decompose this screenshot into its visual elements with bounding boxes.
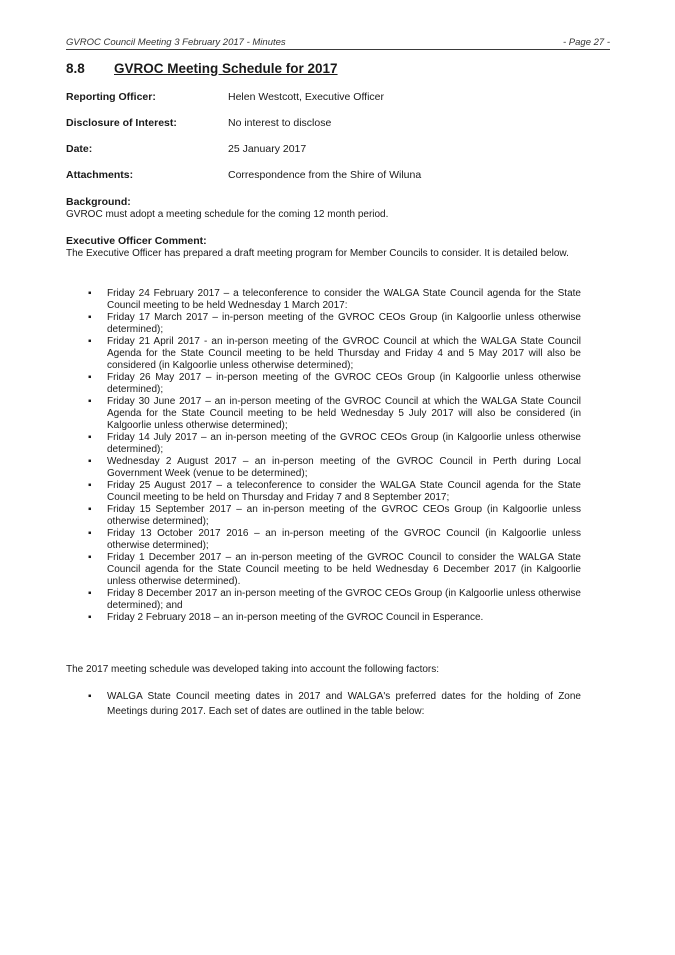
list-item	[88, 432, 581, 456]
background-text: GVROC must adopt a meeting schedule for the coming 12 month period.	[66, 209, 389, 220]
comment-heading: Executive Officer Comment:	[66, 235, 207, 247]
bullet-icon: ▪	[88, 552, 92, 563]
list-item	[88, 480, 581, 504]
bullet-icon: ▪	[88, 372, 92, 383]
list-item-text: Friday 13 October 2017 2016 – an in-person meeting of the GVROC Council (in Kalgoorlie unless otherwise determined);	[107, 528, 581, 551]
comment-text: The Executive Officer has prepared a draft meeting program for Member Councils to consider. It is detailed below.	[66, 248, 569, 259]
list-item-text: Friday 26 May 2017 – in-person meeting of the GVROC CEOs Group (in Kalgoorlie unless otherwise determined);	[107, 372, 581, 395]
reporting-officer-value: Helen Westcott, Executive Officer	[228, 91, 385, 103]
running-header	[66, 37, 610, 50]
list-item	[88, 312, 581, 336]
list-item	[88, 372, 581, 396]
reporting-officer-label: Reporting Officer:	[66, 91, 156, 103]
header-title: GVROC Council Meeting 3 February 2017 - Minutes	[66, 37, 286, 48]
list-item-text: Friday 2 February 2018 – an in-person meeting of the GVROC Council in Esperance.	[107, 612, 484, 623]
list-item-text: Friday 30 June 2017 – an in-person meeting of the GVROC Council at which the WALGA State Council Agenda for the State Council meeting to be held Wednesday 5 July 2017 will also be considered (in Kalgoorlie unless otherwise determined);	[107, 396, 581, 431]
list-item-text: Wednesday 2 August 2017 – an in-person meeting of the GVROC Council in Perth during Local Government Week (venue to be determined);	[107, 456, 581, 479]
bullet-icon: ▪	[88, 312, 92, 323]
list-item	[88, 288, 581, 312]
list-item	[88, 504, 581, 528]
list-item	[88, 588, 581, 612]
bullet-icon: ▪	[88, 396, 92, 407]
list-item	[88, 552, 581, 588]
list-item-text: Friday 8 December 2017 an in-person meeting of the GVROC CEOs Group (in Kalgoorlie unless otherwise determined); and	[107, 588, 581, 611]
list-item	[88, 689, 581, 719]
section-heading	[66, 61, 338, 77]
bullet-icon: ▪	[88, 432, 92, 443]
attachments-label: Attachments:	[66, 169, 134, 181]
list-item-text: Friday 14 July 2017 – an in-person meeting of the GVROC CEOs Group (in Kalgoorlie unless otherwise determined);	[107, 432, 581, 455]
bullet-icon: ▪	[88, 504, 92, 515]
list-item-text: Friday 25 August 2017 – a teleconference to consider the WALGA State Council agenda for the State Council meeting to be held on Thursday and Friday 7 and 8 September 2017;	[107, 480, 581, 503]
list-item	[88, 396, 581, 432]
list-item-text: Friday 24 February 2017 – a teleconference to consider the WALGA State Council agenda for the State Council meeting to be held Wednesday 1 March 2017:	[107, 288, 581, 311]
page-number: - Page 27 -	[563, 37, 610, 48]
bullet-icon: ▪	[88, 528, 92, 539]
list-item-text: Friday 1 December 2017 – an in-person meeting of the GVROC Council to consider the WALGA State Council agenda for the State Council meeting to be held Wednesday 6 December 2017 (in Kalgoorlie unless otherwise determined).	[107, 552, 581, 587]
background-heading: Background:	[66, 196, 131, 208]
list-item	[88, 528, 581, 552]
bullet-icon: ▪	[88, 691, 92, 702]
list-item-text: Friday 21 April 2017 - an in-person meeting of the GVROC Council at which the WALGA State Council Agenda for the State Council meeting to be held Thursday and Friday 4 and 5 May 2017 will also be considered (in Kalgoorlie unless otherwise determined);	[107, 336, 581, 371]
disclosure-value: No interest to disclose	[228, 117, 332, 129]
list-item	[88, 456, 581, 480]
list-item	[88, 612, 581, 624]
list-item-text: Friday 15 September 2017 – an in-person meeting of the GVROC CEOs Group (in Kalgoorlie unless otherwise determined);	[107, 504, 581, 527]
list-item	[88, 336, 581, 372]
bullet-icon: ▪	[88, 456, 92, 467]
bullet-icon: ▪	[88, 480, 92, 491]
bullet-icon: ▪	[88, 588, 92, 599]
factors-intro: The 2017 meeting schedule was developed taking into account the following factors:	[66, 664, 440, 675]
date-label: Date:	[66, 143, 93, 155]
section-title: GVROC Meeting Schedule for 2017	[114, 61, 338, 76]
bullet-icon: ▪	[88, 288, 92, 299]
date-value: 25 January 2017	[228, 143, 307, 155]
disclosure-label: Disclosure of Interest:	[66, 117, 177, 129]
bullet-icon: ▪	[88, 336, 92, 347]
attachments-value: Correspondence from the Shire of Wiluna	[228, 169, 422, 181]
section-number: 8.8	[66, 61, 85, 76]
list-item-text: Friday 17 March 2017 – in-person meeting of the GVROC CEOs Group (in Kalgoorlie unless otherwise determined);	[107, 312, 581, 335]
list-item-text: WALGA State Council meeting dates in 2017 and WALGA's preferred dates for the holding of Zone Meetings during 2017. Each set of dates are outlined in the table below:	[107, 691, 581, 717]
meeting-schedule-list	[88, 288, 581, 624]
factors-list	[88, 689, 581, 719]
bullet-icon: ▪	[88, 612, 92, 623]
